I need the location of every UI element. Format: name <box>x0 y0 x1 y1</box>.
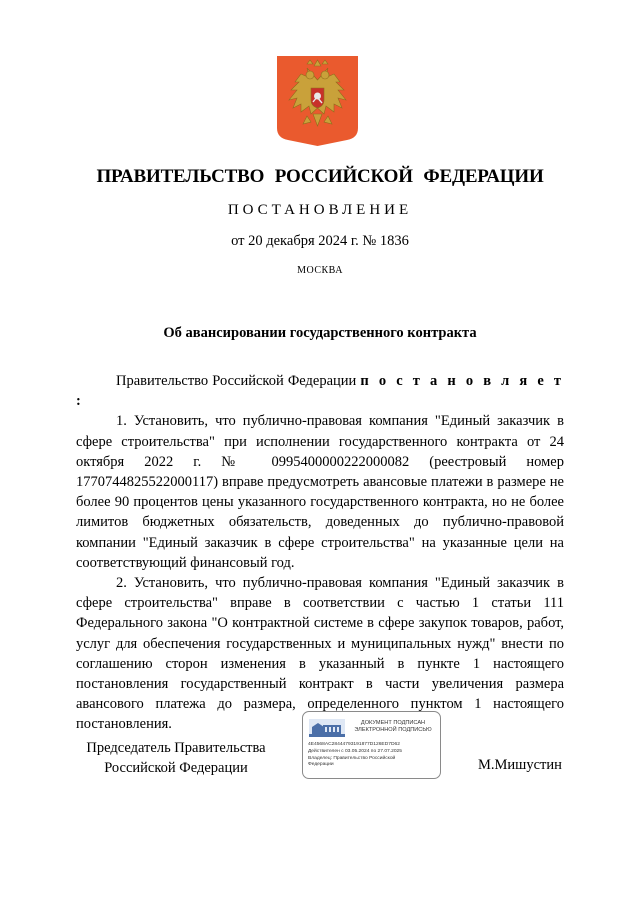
preamble-paragraph <box>76 371 564 411</box>
paragraph-1: 1. Установить, что публично-правовая компания "Единый заказчик в сфере строительства" при исполнении государственного контракта от 24 октября 2022 г. № 0995400000222000082 (реестровый номер 1770744825522000117) вправе предусмотреть авансовые платежи в размере не более 90 процентов цены указанного государственного контракта, но не более лимитов бюджетных обязательств, доведенных до публично-правовой компании "Единый заказчик в сфере строительства" на указанные цели на соответствующий финансовый год. <box>76 413 564 571</box>
document-city: МОСКВА <box>297 265 343 276</box>
stamp-validity: Действителен с 03.05.2024 по 27.07.2025 <box>308 749 402 754</box>
electronic-signature-stamp <box>302 711 441 779</box>
stamp-heading-line-1: ДОКУМЕНТ ПОДПИСАН <box>360 720 426 726</box>
stamp-heading-line-2: ЭЛЕКТРОННОЙ ПОДПИСЬЮ <box>354 727 432 733</box>
document-date-number: от 20 декабря 2024 г. № 1836 <box>231 233 409 249</box>
stamp-owner-line-2: Федерации <box>308 762 334 767</box>
position-line-1: Председатель Правительства <box>86 740 266 756</box>
organization-name: ПРАВИТЕЛЬСТВО РОССИЙСКОЙ ФЕДЕРАЦИИ <box>96 166 544 187</box>
stamp-owner-line-1: Владелец: Правительство Российской <box>308 756 396 761</box>
position-line-2: Российской Федерации <box>104 760 248 776</box>
building-icon <box>309 719 345 737</box>
stamp-certificate: 4E4568AC28444793191877D126ED7D62 <box>308 742 400 747</box>
document-body <box>76 371 564 735</box>
coat-of-arms-of-russia-icon <box>277 56 358 146</box>
preamble-text: Правительство Российской Федерации <box>116 373 361 389</box>
document-title: Об авансировании государственного контракта <box>163 325 477 341</box>
paragraph-2: 2. Установить, что публично-правовая компания "Единый заказчик в сфере строительства" вправе в соответствии с частью 1 статьи 111 Федерального закона "О контрактной системе в сфере закупок товаров, работ, услуг для обеспечения государственных и муниципальных нужд" внести по соглашению сторон изменения в указанный в пункте 1 настоящего постановления государственный контракт в части увеличения размера авансового платежа до размера, определенного пунктом 1 настоящего постановления. <box>76 575 564 733</box>
decree-word: п о с т а н о в л я е т : <box>76 373 564 410</box>
signatory-position <box>76 738 276 778</box>
document-type: ПОСТАНОВЛЕНИЕ <box>227 202 413 218</box>
stamp-heading <box>348 720 438 734</box>
signatory-name: М.Мишустин <box>478 757 562 773</box>
coat-of-arms-emblem <box>277 56 358 146</box>
